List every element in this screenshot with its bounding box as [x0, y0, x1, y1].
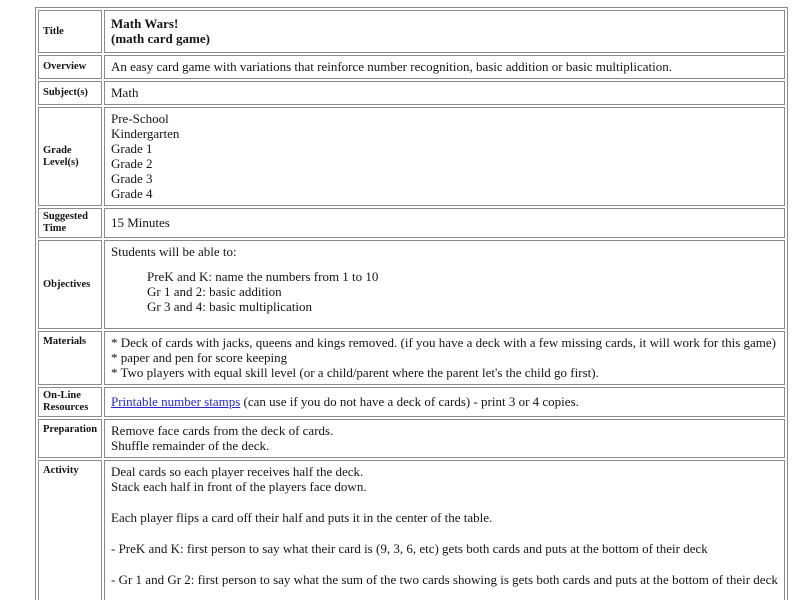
materials-item: * Two players with equal skill level (or a child/parent where the parent let's the child go first). [111, 365, 599, 380]
game-title: Math Wars! [111, 16, 179, 31]
online-resources-line [111, 394, 778, 409]
overview-row-label: Overview [38, 55, 102, 79]
title-content-cell [104, 10, 785, 53]
row-subjects [38, 81, 785, 105]
activity-step: Stack each half in front of the players face down. [111, 479, 367, 494]
activity-content-cell [104, 460, 785, 600]
objectives-content-cell [104, 240, 785, 329]
grade-levels-content-cell [104, 107, 785, 206]
materials-item: * Deck of cards with jacks, queens and kings removed. (if you have a deck with a few missing cards, it will work for this game) [111, 335, 776, 350]
row-activity [38, 460, 785, 600]
objective-item: 2. Gr 1 and 2: basic addition [147, 284, 778, 299]
preparation-content-cell [104, 419, 785, 458]
materials-content-cell [104, 331, 785, 385]
row-suggested-time [38, 208, 785, 238]
row-grade-levels [38, 107, 785, 206]
grade-level-item: Grade 4 [111, 186, 153, 201]
online-resources-content-cell [104, 387, 785, 417]
activity-paragraph [111, 464, 778, 494]
overview-text: An easy card game with variations that reinforce number recognition, basic addition or basic multiplication. [111, 59, 672, 74]
activity-paragraph: - Gr 1 and Gr 2: first person to say what the sum of the two cards showing is gets both cards and puts at the bottom of their deck [111, 572, 778, 587]
materials-row-label: Materials [38, 331, 102, 385]
activity-paragraph: - PreK and K: first person to say what their card is (9, 3, 6, etc) gets both cards and puts at the bottom of their deck [111, 541, 708, 556]
objective-item: 1. PreK and K: name the numbers from 1 to 10 [147, 269, 778, 284]
row-online-resources [38, 387, 785, 417]
row-overview [38, 55, 785, 79]
objectives-row-label: Objectives [38, 240, 102, 329]
preparation-step: Shuffle remainder of the deck. [111, 438, 270, 453]
grade-levels-row-label: Grade Level(s) [38, 107, 102, 206]
grade-level-item: Grade 3 [111, 171, 153, 186]
activity-step: Deal cards so each player receives half the deck. [111, 464, 364, 479]
printable-number-stamps-link[interactable]: Printable number stamps [111, 394, 241, 409]
game-subtitle: (math card game) [111, 31, 210, 46]
row-title [38, 10, 785, 53]
activity-paragraph: Each player flips a card off their half and puts it in the center of the table. [111, 510, 493, 525]
preparation-step: Remove face cards from the deck of cards. [111, 423, 334, 438]
row-preparation [38, 419, 785, 458]
grade-level-item: Grade 2 [111, 156, 153, 171]
overview-content-cell [104, 55, 785, 79]
objectives-list [111, 269, 778, 314]
grade-level-item: Kindergarten [111, 126, 180, 141]
objective-item: 3. Gr 3 and 4: basic multiplication [147, 299, 778, 314]
online-resources-note: (can use if you do not have a deck of cards) - print 3 or 4 copies. [240, 394, 579, 409]
suggested-time-row-label: Suggested Time [38, 208, 102, 238]
row-objectives [38, 240, 785, 329]
preparation-row-label: Preparation [38, 419, 102, 458]
subjects-content-cell [104, 81, 785, 105]
lesson-plan-table [35, 7, 788, 600]
grade-level-item: Pre-School [111, 111, 169, 126]
suggested-time-content-cell [104, 208, 785, 238]
grade-level-item: Grade 1 [111, 141, 153, 156]
title-row-label: Title [38, 10, 102, 53]
subjects-row-label: Subject(s) [38, 81, 102, 105]
materials-item: * paper and pen for score keeping [111, 350, 288, 365]
row-materials [38, 331, 785, 385]
objectives-intro: Students will be able to: [111, 244, 237, 259]
activity-row-label: Activity [38, 460, 102, 600]
online-resources-row-label: On-Line Resources [38, 387, 102, 417]
subjects-text: Math [111, 85, 139, 100]
suggested-time-text: 15 Minutes [111, 215, 170, 230]
